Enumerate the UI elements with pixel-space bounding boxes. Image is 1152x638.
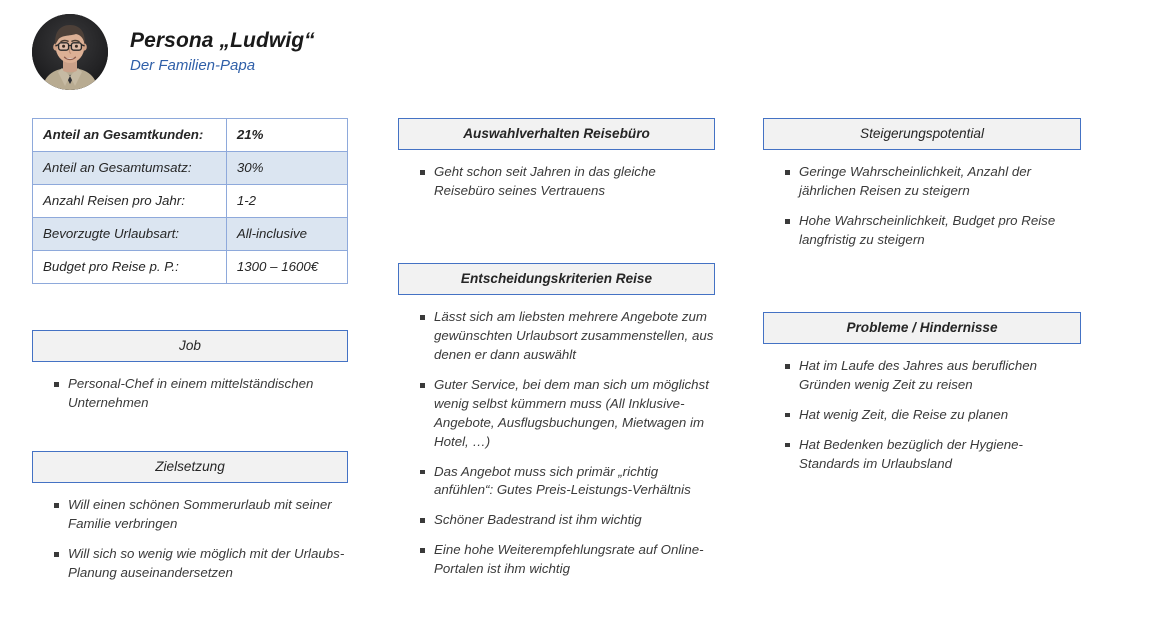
fact-value: 30% [226, 152, 347, 185]
left-column [32, 118, 348, 583]
page-subtitle: Der Familien-Papa [130, 56, 256, 74]
persona-header [32, 14, 315, 90]
page-title: Persona „Ludwig“ [130, 28, 315, 52]
section-header-job: Job [32, 330, 348, 362]
table-row [33, 218, 348, 251]
bullet-list-steigerungspotential [763, 163, 1081, 250]
fact-value: 21% [226, 119, 347, 152]
section-header-auswahlverhalten: Auswahlverhalten Reisebüro [398, 118, 715, 150]
bullet-list-auswahlverhalten [398, 163, 715, 201]
fact-value: 1300 – 1600€ [226, 251, 347, 284]
list-item: Will sich so wenig wie möglich mit der Urlaubs-Planung auseinandersetzen [54, 545, 348, 583]
list-item: Geht schon seit Jahren in das gleiche Reisebüro seines Vertrauens [420, 163, 715, 201]
fact-label: Anzahl Reisen pro Jahr: [33, 185, 227, 218]
fact-label: Bevorzugte Urlaubsart: [33, 218, 227, 251]
list-item: Eine hohe Weiterempfehlungsrate auf Online-Portalen ist ihm wichtig [420, 541, 715, 579]
list-item: Lässt sich am liebsten mehrere Angebote zum gewünschten Urlaubsort zusammenstellen, aus denen er dann auswählt [420, 308, 715, 365]
table-row [33, 185, 348, 218]
fact-label: Anteil an Gesamtkunden: [33, 119, 227, 152]
fact-label: Anteil an Gesamtumsatz: [33, 152, 227, 185]
section-auswahlverhalten [398, 118, 715, 201]
fact-value: All-inclusive [226, 218, 347, 251]
avatar [32, 14, 108, 90]
list-item: Personal-Chef in einem mittelständischen Unternehmen [54, 375, 348, 413]
bullet-list-entscheidungskriterien [398, 308, 715, 579]
list-item: Das Angebot muss sich primär „richtig anfühlen“: Gutes Preis-Leistungs-Verhältnis [420, 463, 715, 501]
table-row [33, 152, 348, 185]
section-job [32, 330, 348, 413]
bullet-list-zielsetzung [32, 496, 348, 583]
section-probleme [763, 312, 1081, 474]
section-header-steigerungspotential: Steigerungspotential [763, 118, 1081, 150]
section-header-probleme: Probleme / Hindernisse [763, 312, 1081, 344]
right-column [763, 118, 1081, 474]
list-item: Schöner Badestrand ist ihm wichtig [420, 511, 715, 530]
list-item: Hohe Wahrscheinlichkeit, Budget pro Reise langfristig zu steigern [785, 212, 1081, 250]
bullet-list-probleme [763, 357, 1081, 473]
list-item: Will einen schönen Sommerurlaub mit seiner Familie verbringen [54, 496, 348, 534]
list-item: Guter Service, bei dem man sich um möglichst wenig selbst kümmern muss (All Inklusive-Angebote, Ausflugsbuchungen, Mietwagen im Hotel, …) [420, 376, 715, 452]
bullet-list-job [32, 375, 348, 413]
list-item: Hat im Laufe des Jahres aus beruflichen Gründen wenig Zeit zu reisen [785, 357, 1081, 395]
table-row [33, 119, 348, 152]
persona-portrait-photo-icon [32, 14, 108, 90]
list-item: Hat Bedenken bezüglich der Hygiene-Standards im Urlaubsland [785, 436, 1081, 474]
fact-label: Budget pro Reise p. P.: [33, 251, 227, 284]
persona-header-text [130, 28, 315, 77]
middle-column [398, 118, 715, 579]
facts-table [32, 118, 348, 284]
section-steigerungspotential [763, 118, 1081, 250]
list-item: Geringe Wahrscheinlichkeit, Anzahl der jährlichen Reisen zu steigern [785, 163, 1081, 201]
section-header-zielsetzung: Zielsetzung [32, 451, 348, 483]
list-item: Hat wenig Zeit, die Reise zu planen [785, 406, 1081, 425]
section-zielsetzung [32, 451, 348, 583]
table-row [33, 251, 348, 284]
section-entscheidungskriterien [398, 263, 715, 579]
fact-value: 1-2 [226, 185, 347, 218]
section-header-entscheidungskriterien: Entscheidungskriterien Reise [398, 263, 715, 295]
